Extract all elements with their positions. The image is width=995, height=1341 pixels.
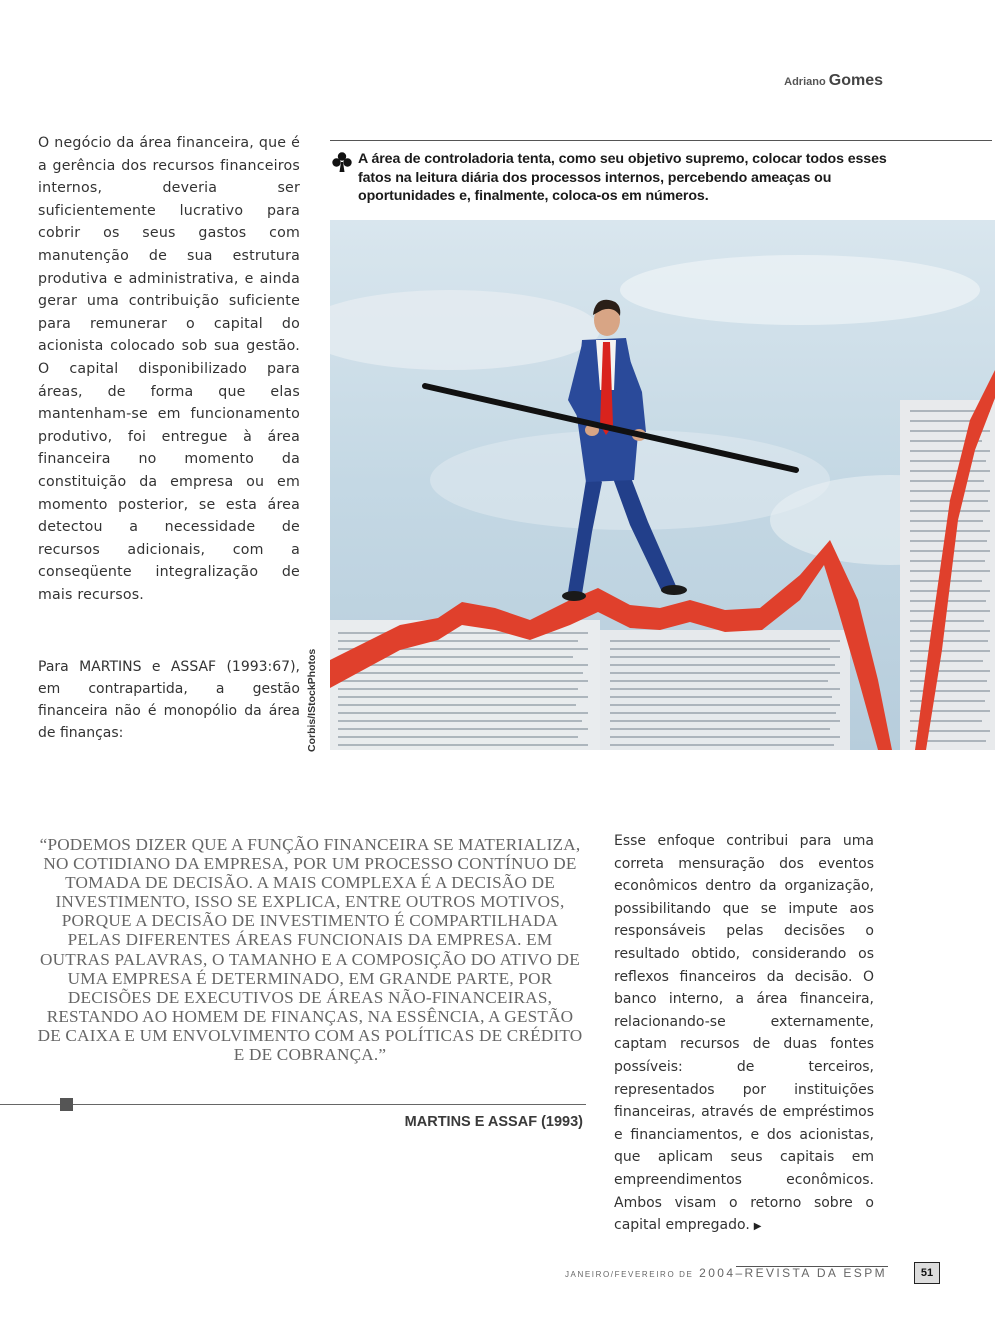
block-quote: “PODEMOS DIZER QUE A FUNÇÃO FINANCEIRA SE MATERIALIZA, NO COTIDIANO DA EMPRESA, POR UM PROCESSO CONTÍNUO DE TOMADA DE DECISÃO. A MAIS COMPLEXA É A DECISÃO DE INVESTIMENTO, ISSO SE EXPLICA, ENTRE OUTROS MOTIVOS, PORQUE A DECISÃO DE INVESTIMENTO É COMPARTILHADA PELAS DIFERENTES ÁREAS FUNCIONAIS DA EMPRESA. EM OUTRAS PALAVRAS, O TAMANHO E A COMPOSIÇÃO DO ATIVO DE UMA EMPRESA É DETERMINADO, EM GRANDE PARTE, POR DECISÕES DE EXECUTIVOS DE ÁREAS NÃO-FINANCEIRAS, RESTANDO AO HOMEM DE FINANÇAS, NA ESSÊNCIA, A GESTÃO DE CAIXA E UM ENVOLVIMENTO COM AS POLÍTICAS DE CRÉDITO E DE COBRANÇA.” [37, 835, 583, 1065]
tightrope-illustration [330, 220, 995, 750]
footer-year: 2004 [699, 1266, 736, 1280]
footer-magazine: REVISTA DA ESPM [744, 1266, 887, 1280]
footer-issue: JANEIRO/FEVEREIRO DE [564, 1270, 694, 1279]
quote-square-marker [60, 1098, 73, 1111]
body-paragraph: O negócio da área financeira, que é a gerência dos recursos financeiros internos, deveria ser suficientemente lucrativo para cobrir os seus gastos com manutenção de sua estrutura produtiva e administrativa, e ainda gerar uma contribuição suficiente para remunerar o capital do acionista colocado sob sua gestão. O capital disponibilizado para áreas, de forma que elas mantenham-se em funcionamento produtivo, foi entregue à área financeira no momento da constituição da empresa ou em momento posterior, se esta área detectou a necessidade de recursos adicionais, com a conseqüente integralização de mais recursos. [38, 135, 300, 603]
body-paragraph: Para MARTINS e ASSAF (1993:67), em contrapartida, a gestão financeira não é monopólio da área de finanças: [38, 659, 300, 742]
left-text-column [38, 132, 300, 744]
author-byline [784, 72, 883, 90]
illustration-art [330, 220, 995, 750]
photo-credit [306, 632, 326, 752]
end-of-article-icon: ▶ [753, 1221, 762, 1233]
quote-rule [0, 1104, 586, 1105]
body-paragraph-text: Esse enfoque contribui para uma correta mensuração dos eventos econômicos dentro da organização, possibilitando que se impute aos responsáveis pelas decisões o resultado obtido, considerando os reflexos financeiros da decisão. O banco interno, a área financeira, relacionando-se externamente, captam recursos de duas fontes possíveis: de terceiros, representados por instituições financeiras, através de empréstimos e financiamentos, e dos acionistas, que aplicam seus capitais em empreendimentos econômicos. Ambos visam o retorno sobre o capital empregado. [614, 833, 874, 1234]
author-last-name: Gomes [828, 72, 883, 89]
page-footer: JANEIRO/FEVEREIRO DE 2004–REVISTA DA ESPM [564, 1266, 887, 1280]
club-icon [330, 150, 354, 174]
quote-source: MARTINS E ASSAF (1993) [404, 1114, 583, 1130]
body-paragraph [614, 830, 874, 1239]
photo-credit-text: Corbis/IStockPhotos [306, 648, 318, 752]
pull-quote: A área de controladoria tenta, como seu objetivo supremo, colocar todos esses fatos na leitura diária dos processos internos, percebendo ameaças ou oportunidades e, finalmente, coloca-os em números. [358, 151, 887, 204]
author-first-name: Adriano [784, 76, 826, 88]
right-text-column [614, 830, 874, 1239]
page-number: 51 [914, 1262, 940, 1284]
stock-table-left [330, 620, 600, 750]
pull-quote-rule [330, 140, 992, 141]
